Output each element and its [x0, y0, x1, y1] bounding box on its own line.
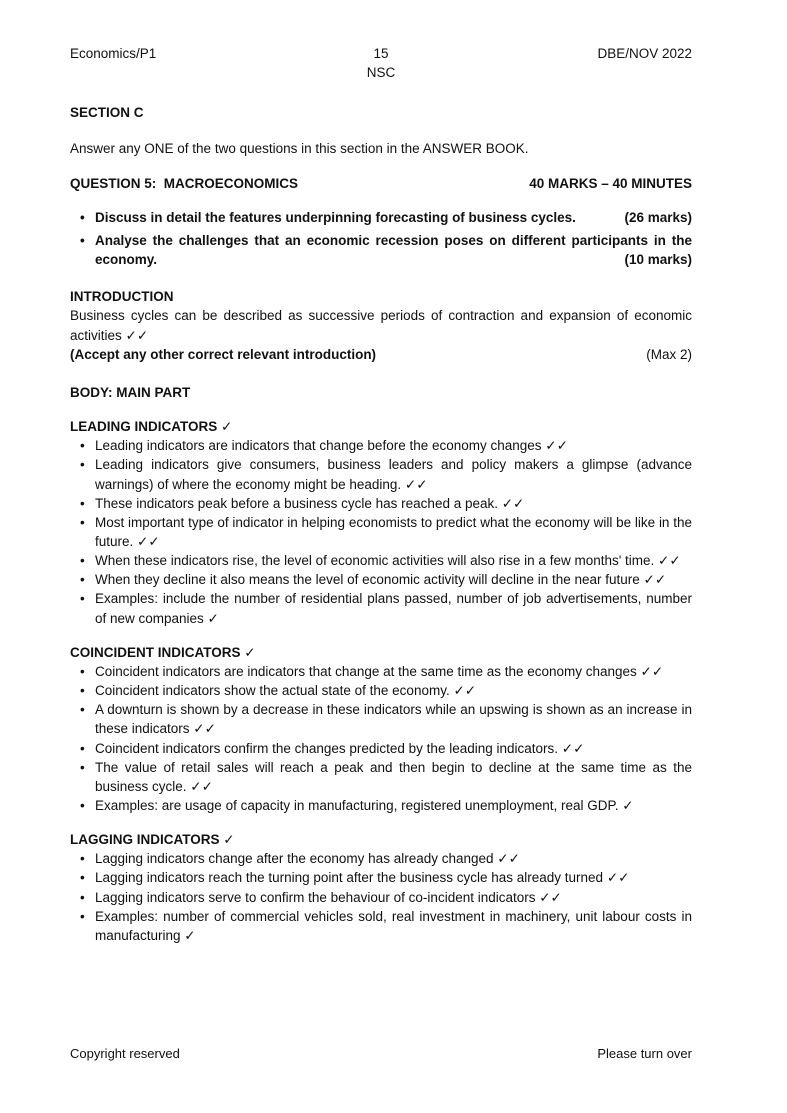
indicator-bullet-list [70, 662, 692, 815]
indicator-section-leading [70, 417, 692, 628]
bullet-item: • A downturn is shown by a decrease in these indicators while an upswing is shown as an increase in these indicators ✓✓ [70, 700, 692, 738]
bullet-item: • Lagging indicators change after the economy has already changed ✓✓ [70, 849, 692, 868]
introduction-body: Business cycles can be described as successive periods of contraction and expansion of economic activities ✓✓ [70, 308, 692, 343]
section-instruction: Answer any ONE of the two questions in this section in the ANSWER BOOK. [70, 141, 529, 157]
introduction-note-row [70, 345, 692, 364]
body-main-heading: BODY: MAIN PART [70, 384, 191, 400]
introduction-note-marks: (Max 2) [646, 346, 692, 362]
bullet-item: • Lagging indicators serve to confirm the behaviour of co-incident indicators ✓✓ [70, 888, 692, 907]
bullet-item: • Leading indicators are indicators that change before the economy changes ✓✓ [70, 436, 692, 455]
indicator-heading: COINCIDENT INDICATORS ✓ [70, 644, 256, 660]
indicator-section-lagging [70, 830, 692, 945]
header-paper-title: Economics/P1 [70, 46, 157, 61]
bullet-item: • Examples: are usage of capacity in manufacturing, registered unemployment, real GDP. ✓ [70, 796, 692, 815]
bullet-item: • Examples: number of commercial vehicles sold, real investment in machinery, unit labour costs in manufacturing ✓ [70, 907, 692, 945]
bullet-item: • Leading indicators give consumers, business leaders and policy makers a glimpse (advance warnings) of where the economy might be heading. ✓✓ [70, 455, 692, 493]
header-center [367, 44, 396, 82]
page-number: 15 [373, 46, 389, 61]
question-title: QUESTION 5: MACROECONOMICS [70, 175, 299, 191]
bullet-item: • Coincident indicators confirm the changes predicted by the leading indicators. ✓✓ [70, 739, 692, 758]
task-item [70, 231, 692, 269]
introduction-note: (Accept any other correct relevant introduction) [70, 346, 377, 362]
question-title-row [70, 174, 692, 193]
task-text: Analyse the challenges that an economic recession poses on different participants in the economy. [95, 232, 692, 268]
task-item [70, 208, 692, 227]
question-marks-time: 40 MARKS – 40 MINUTES [529, 175, 692, 191]
task-text: Discuss in detail the features underpinning forecasting of business cycles. [95, 209, 576, 225]
task-marks: (26 marks) [624, 209, 692, 225]
indicator-section-coincident [70, 643, 692, 815]
indicator-bullet-list [70, 849, 692, 945]
page-header [70, 44, 692, 82]
header-exam-session: DBE/NOV 2022 [597, 46, 692, 61]
task-marks: (10 marks) [624, 252, 692, 268]
indicator-bullet-list [70, 436, 692, 628]
bullet-item: • Examples: include the number of residential plans passed, number of job advertisements, number of new companies ✓ [70, 589, 692, 627]
section-heading: SECTION C [70, 105, 144, 121]
introduction-heading: INTRODUCTION [70, 289, 174, 305]
bullet-item: • Lagging indicators reach the turning point after the business cycle has already turned ✓✓ [70, 868, 692, 887]
indicator-heading: LAGGING INDICATORS ✓ [70, 832, 235, 848]
footer-turn-over: Please turn over [597, 1046, 692, 1061]
footer-copyright: Copyright reserved [70, 1046, 180, 1061]
bullet-item: • Coincident indicators show the actual state of the economy. ✓✓ [70, 681, 692, 700]
page-footer [70, 1045, 692, 1063]
indicator-heading: LEADING INDICATORS ✓ [70, 419, 233, 435]
bullet-item: • The value of retail sales will reach a peak and then begin to decline at the same time as the business cycle. ✓✓ [70, 758, 692, 796]
bullet-item: • When these indicators rise, the level of economic activities will also rise in a few months' time. ✓✓ [70, 551, 692, 570]
bullet-item: • Most important type of indicator in helping economists to predict what the economy will be like in the future. ✓✓ [70, 513, 692, 551]
bullet-item: • These indicators peak before a business cycle has reached a peak. ✓✓ [70, 494, 692, 513]
bullet-item: • Coincident indicators are indicators that change at the same time as the economy changes ✓✓ [70, 662, 692, 681]
question-task-list [70, 208, 692, 269]
exam-level-label: NSC [366, 65, 396, 81]
bullet-item: • When they decline it also means the level of economic activity will decline in the near future ✓✓ [70, 570, 692, 589]
